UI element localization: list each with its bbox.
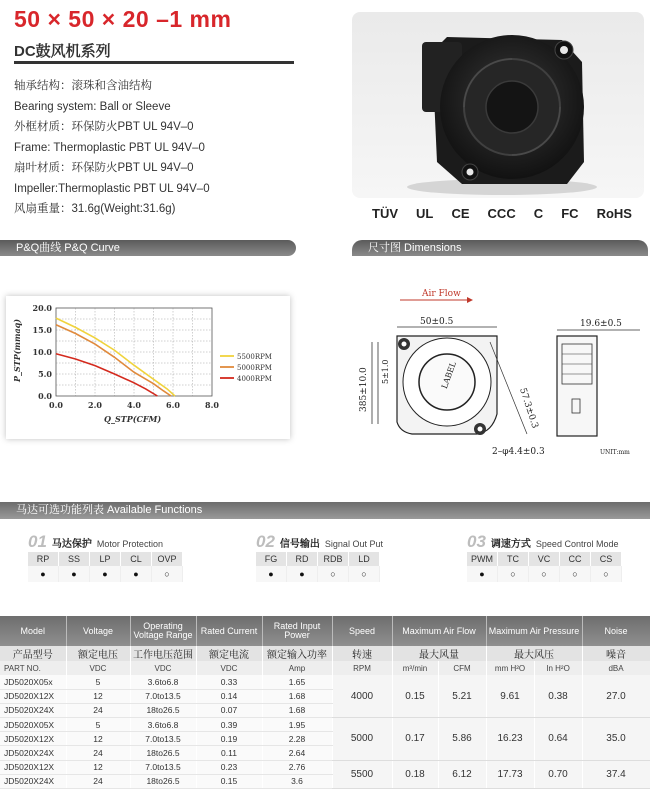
dim-depth-label: 19.6±0.5 — [580, 319, 622, 329]
function-options — [256, 552, 383, 582]
c-mark-icon: C — [533, 205, 544, 221]
cell-current: 0.15 — [196, 774, 262, 788]
cell-power: 1.68 — [262, 689, 332, 703]
col-header: 最大风量 — [392, 646, 486, 661]
cell-pressure-mm: 9.61 — [486, 675, 534, 718]
x-tick-label: 2.0 — [88, 400, 102, 410]
label-marking: LABEL — [439, 360, 458, 390]
col-header: Speed — [332, 616, 392, 646]
cell-pressure-in: 0.38 — [534, 675, 582, 718]
option-mark: ● — [28, 566, 59, 582]
unit-cell: VDC — [66, 661, 130, 675]
section-functions: 马达可选功能列表 Available Functions — [0, 502, 650, 519]
cell-range: 18to26.5 — [130, 774, 196, 788]
cell-range: 18to26.5 — [130, 703, 196, 717]
option-mark: ● — [59, 566, 90, 582]
col-header: 额定输入功率 — [262, 646, 332, 661]
cell-airflow-cfm: 5.86 — [438, 718, 486, 761]
x-tick-label: 0.0 — [49, 400, 63, 410]
function-options — [28, 552, 183, 582]
ccc-icon: CCC — [487, 205, 516, 221]
dim-width-label: 50±0.5 — [420, 317, 454, 327]
cell-model: JD5020X24X — [0, 774, 66, 788]
product-series: DC鼓风机系列 — [14, 43, 111, 60]
option-label: PWM — [467, 552, 498, 566]
dim-lead-label: 385±10.0 — [359, 367, 369, 412]
cell-airflow-cfm: 5.21 — [438, 675, 486, 718]
y-tick-label: 10.0 — [32, 347, 52, 357]
cell-voltage: 12 — [66, 732, 130, 746]
unit-cell: Amp — [262, 661, 332, 675]
section-pq-curve: P&Q曲线 P&Q Curve — [0, 240, 296, 256]
unit-cell: PART NO. — [0, 661, 66, 675]
cell-pressure-in: 0.64 — [534, 718, 582, 761]
spec-weight: 风扇重量：31.6g(Weight:31.6g) — [14, 203, 176, 215]
option-mark: ○ — [560, 566, 591, 582]
col-header: Maximum Air Flow — [392, 616, 486, 646]
unit-cell: VDC — [196, 661, 262, 675]
cell-speed: 5500 — [332, 760, 392, 788]
fcc-icon: FC — [561, 205, 579, 221]
ul-icon: UL — [416, 205, 434, 221]
cell-model: JD5020X24X — [0, 746, 66, 760]
option-mark: ○ — [318, 566, 349, 582]
function-title-cn: 调速方式 — [490, 539, 531, 550]
unit-cell: dBA — [582, 661, 650, 675]
option-mark: ● — [287, 566, 318, 582]
cell-pressure-in: 0.70 — [534, 760, 582, 788]
option-label: LP — [90, 552, 121, 566]
spec-frame-en: Frame: Thermoplastic PBT UL 94V–0 — [14, 141, 205, 154]
cell-current: 0.11 — [196, 746, 262, 760]
option-mark: ○ — [591, 566, 622, 582]
function-group-signal-output — [256, 532, 383, 582]
cell-current: 0.23 — [196, 760, 262, 774]
cell-power: 1.68 — [262, 703, 332, 717]
cell-model: JD5020X05x — [0, 675, 66, 689]
product-title: 50 × 50 × 20 –1 mm — [14, 6, 232, 32]
cell-speed: 5000 — [332, 718, 392, 761]
table-header-en — [0, 616, 650, 646]
legend-label: 4000RPM — [237, 375, 272, 383]
cell-voltage: 5 — [66, 675, 130, 689]
function-options — [467, 552, 622, 582]
rohs-icon: RoHS — [596, 205, 632, 221]
function-number: 03 — [467, 532, 486, 551]
y-tick-label: 5.0 — [38, 369, 52, 379]
cell-range: 18to26.5 — [130, 746, 196, 760]
col-header: 最大风压 — [486, 646, 582, 661]
function-title-en: Motor Protection — [96, 539, 163, 549]
unit-cell: In H²O — [534, 661, 582, 675]
spec-impeller-cn: 扇叶材质：环保防火PBT UL 94V–0 — [14, 162, 194, 174]
ce-icon: CE — [451, 205, 470, 221]
side-view-outline — [557, 336, 597, 436]
option-mark: ○ — [498, 566, 529, 582]
option-label: RDB — [318, 552, 349, 566]
option-label: CL — [121, 552, 152, 566]
cell-power: 2.76 — [262, 760, 332, 774]
cell-model: JD5020X24X — [0, 703, 66, 717]
cell-noise: 35.0 — [582, 718, 650, 761]
table-header-cn — [0, 646, 650, 661]
cell-power: 3.6 — [262, 774, 332, 788]
col-header: Maximum Air Pressure — [486, 616, 582, 646]
unit-cell: m³/min — [392, 661, 438, 675]
y-tick-label: 15.0 — [32, 325, 52, 335]
option-label: FG — [256, 552, 287, 566]
option-label: LD — [349, 552, 380, 566]
option-label: SS — [59, 552, 90, 566]
cell-voltage: 24 — [66, 703, 130, 717]
cell-power: 2.28 — [262, 732, 332, 746]
col-header: 工作电压范围 — [130, 646, 196, 661]
dim-strip-label: 5±1.0 — [381, 359, 390, 384]
option-label: RP — [28, 552, 59, 566]
cell-range: 3.6to6.8 — [130, 675, 196, 689]
spec-bearing-en: Bearing system: Ball or Sleeve — [14, 100, 171, 113]
cell-range: 7.0to13.5 — [130, 689, 196, 703]
col-header: Operating Voltage Range — [130, 616, 196, 646]
x-axis-label: Q_STP(CFM) — [104, 414, 162, 424]
cell-airflow-m3: 0.18 — [392, 760, 438, 788]
table-row — [0, 718, 650, 732]
col-header: 噪音 — [582, 646, 650, 661]
option-label: VC — [529, 552, 560, 566]
function-title-en: Speed Control Mode — [535, 539, 619, 549]
col-header: 额定电流 — [196, 646, 262, 661]
table-row — [0, 675, 650, 689]
unit-cell: CFM — [438, 661, 486, 675]
spec-impeller-en: Impeller:Thermoplastic PBT UL 94V–0 — [14, 182, 210, 195]
title-divider — [14, 61, 294, 64]
option-label: RD — [287, 552, 318, 566]
spec-frame-cn: 外框材质：环保防火PBT UL 94V–0 — [14, 121, 194, 133]
table-row — [0, 760, 650, 774]
cell-speed: 4000 — [332, 675, 392, 718]
col-header: Rated Current — [196, 616, 262, 646]
function-group-motor-protection — [28, 532, 183, 582]
option-mark: ○ — [529, 566, 560, 582]
air-flow-arrowhead — [467, 297, 473, 303]
cell-current: 0.39 — [196, 718, 262, 732]
col-header: Rated Input Power — [262, 616, 332, 646]
function-group-speed-control — [467, 532, 622, 582]
function-title-en: Signal Out Put — [324, 539, 383, 549]
cell-pressure-mm: 16.23 — [486, 718, 534, 761]
unit-cell: RPM — [332, 661, 392, 675]
cell-pressure-mm: 17.73 — [486, 760, 534, 788]
cell-airflow-m3: 0.15 — [392, 675, 438, 718]
option-mark: ● — [256, 566, 287, 582]
cell-model: JD5020X12X — [0, 732, 66, 746]
pq-curve-chart — [6, 296, 290, 439]
unit-label: UNIT:mm — [600, 449, 630, 456]
legend-label: 5500RPM — [237, 353, 272, 361]
col-header: 转速 — [332, 646, 392, 661]
x-tick-label: 4.0 — [127, 400, 141, 410]
option-label: CC — [560, 552, 591, 566]
table-units — [0, 661, 650, 675]
spec-table — [0, 616, 650, 789]
x-tick-label: 6.0 — [166, 400, 180, 410]
cell-airflow-m3: 0.17 — [392, 718, 438, 761]
unit-cell: VDC — [130, 661, 196, 675]
function-number: 01 — [28, 532, 47, 551]
cell-voltage: 24 — [66, 746, 130, 760]
y-axis-label: P_STP(mmaq) — [12, 318, 22, 382]
cell-range: 7.0to13.5 — [130, 760, 196, 774]
option-label: TC — [498, 552, 529, 566]
option-label: OVP — [152, 552, 183, 566]
cell-noise: 37.4 — [582, 760, 650, 788]
option-mark: ○ — [349, 566, 380, 582]
dim-hole-label: 2–φ4.4±0.3 — [492, 447, 545, 457]
cell-current: 0.19 — [196, 732, 262, 746]
option-mark: ● — [90, 566, 121, 582]
col-header: Voltage — [66, 616, 130, 646]
option-mark: ○ — [152, 566, 183, 582]
col-header: Noise — [582, 616, 650, 646]
cell-model: JD5020X05X — [0, 718, 66, 732]
unit-cell: mm H²O — [486, 661, 534, 675]
cell-noise: 27.0 — [582, 675, 650, 718]
x-tick-label: 8.0 — [205, 400, 219, 410]
dimension-drawing — [352, 264, 648, 464]
cell-model: JD5020X12X — [0, 760, 66, 774]
cell-voltage: 24 — [66, 774, 130, 788]
dimension-diagram — [352, 264, 648, 464]
cell-current: 0.07 — [196, 703, 262, 717]
fan-product-image — [352, 12, 644, 198]
function-title-cn: 马达保护 — [51, 539, 92, 550]
certification-logos — [372, 200, 632, 226]
cell-power: 1.95 — [262, 718, 332, 732]
cell-range: 7.0to13.5 — [130, 732, 196, 746]
cell-voltage: 12 — [66, 760, 130, 774]
dim-diagonal-label: 57.3±0.3 — [517, 386, 540, 430]
option-label: CS — [591, 552, 622, 566]
spec-list — [14, 76, 334, 220]
col-header: Model — [0, 616, 66, 646]
cell-power: 2.64 — [262, 746, 332, 760]
option-mark: ● — [467, 566, 498, 582]
tuv-icon: TÜV — [372, 205, 398, 221]
legend-label: 5000RPM — [237, 364, 272, 372]
blower-fan-illustration — [352, 12, 644, 198]
cell-range: 3.6to6.8 — [130, 718, 196, 732]
col-header: 额定电压 — [66, 646, 130, 661]
section-dimensions: 尺寸图 Dimensions — [352, 240, 648, 256]
cell-current: 0.33 — [196, 675, 262, 689]
spec-bearing-cn: 轴承结构：滚珠和含油结构 — [14, 80, 152, 92]
cell-airflow-cfm: 6.12 — [438, 760, 486, 788]
cell-power: 1.65 — [262, 675, 332, 689]
cell-voltage: 5 — [66, 718, 130, 732]
cell-voltage: 12 — [66, 689, 130, 703]
cell-model: JD5020X12X — [0, 689, 66, 703]
option-mark: ● — [121, 566, 152, 582]
col-header: 产品型号 — [0, 646, 66, 661]
function-title-cn: 信号输出 — [279, 539, 320, 550]
y-tick-label: 20.0 — [32, 303, 52, 313]
pq-chart-panel — [6, 296, 290, 439]
y-tick-label: 0.0 — [38, 391, 52, 401]
cell-current: 0.14 — [196, 689, 262, 703]
air-flow-label: Air Flow — [422, 289, 461, 299]
function-number: 02 — [256, 532, 275, 551]
